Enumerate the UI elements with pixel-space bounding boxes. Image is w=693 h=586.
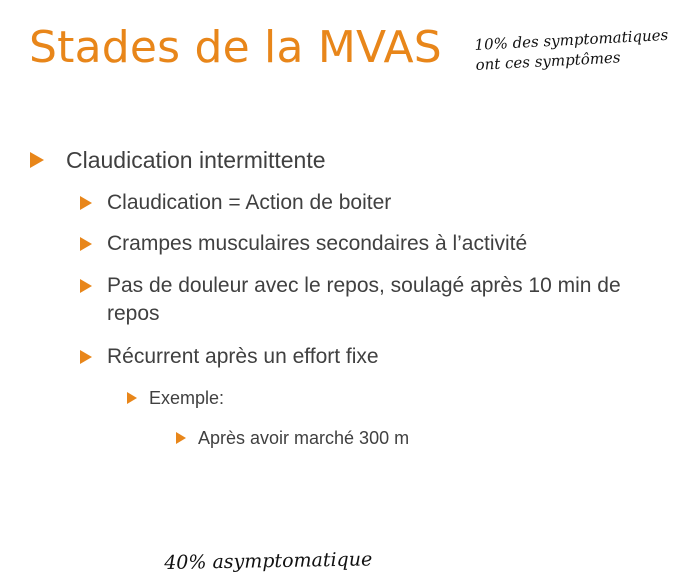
- bullet-level4-item: [176, 426, 409, 450]
- bullet-text: Exemple:: [149, 388, 225, 408]
- bullet-text: Pas de douleur avec le repos, soulagé après 10 min de repos: [107, 274, 621, 325]
- bullet-level2-item: [80, 343, 670, 371]
- slide-title: Stades de la MVAS: [29, 22, 442, 73]
- bullet-triangle-icon: [80, 237, 92, 251]
- bullet-triangle-icon: [80, 196, 92, 210]
- bullet-triangle-icon: [127, 392, 137, 404]
- bullet-level3-item: [127, 386, 224, 410]
- bullet-text: Après avoir marché 300 m: [198, 428, 410, 448]
- bullet-triangle-icon: [176, 432, 186, 444]
- bullet-triangle-icon: [30, 152, 44, 168]
- bullet-level2-item: [80, 230, 670, 258]
- handwritten-note-top-line-2: ont ces symptômes: [475, 48, 621, 74]
- bullet-text: Récurrent après un effort fixe: [107, 345, 379, 368]
- bullet-text: Crampes musculaires secondaires à l’activité: [107, 232, 528, 255]
- handwritten-note-bottom: 40% asymptomatique: [164, 548, 373, 574]
- bullet-text: Claudication intermittente: [66, 147, 326, 173]
- handwritten-note-top-line-1: 10% des symptomatiques: [474, 25, 669, 54]
- bullet-text: Claudication = Action de boiter: [107, 191, 392, 214]
- bullet-level2-item: [80, 189, 670, 217]
- bullet-triangle-icon: [80, 350, 92, 364]
- bullet-level2-item: [80, 272, 670, 328]
- handwritten-note-top: [474, 25, 670, 75]
- bullet-level1-claudication: [30, 145, 326, 175]
- bullet-triangle-icon: [80, 279, 92, 293]
